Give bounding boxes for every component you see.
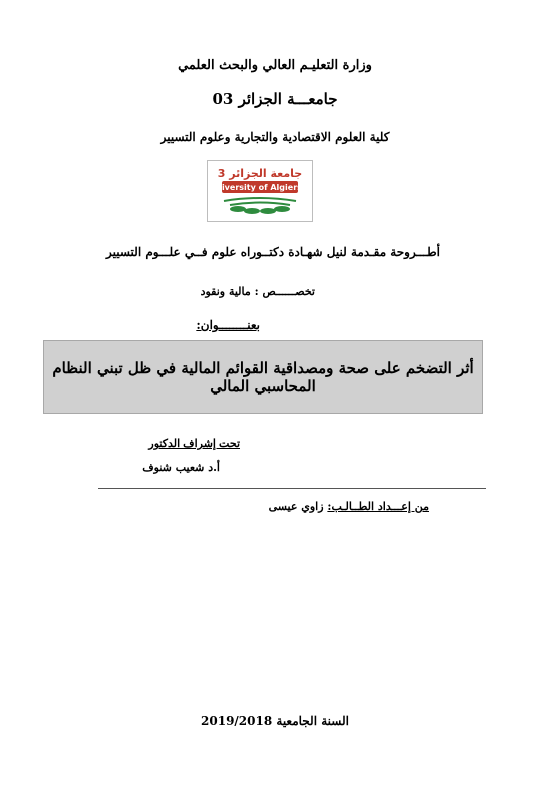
academic-year: السنة الجامعية 2019/2018: [201, 714, 349, 728]
supervision-label: تحت إشراف الدكتور: [148, 438, 240, 450]
supervisor-name: أ.د شعيب شنوف: [142, 461, 220, 474]
prepared-by: [200, 500, 429, 513]
prepared-by-label: من إعـــداد الطــالـب:: [327, 500, 429, 513]
thesis-degree-line: أطـــروحة مقـدمة لنيل شهـادة دكتــوراه علوم فــي علـــوم التسيير: [105, 245, 440, 259]
university-name: جامعـــة الجزائر 03: [212, 90, 338, 108]
university-logo-emblem-icon: [208, 161, 312, 221]
ministry-name: وزارة التعليـم العالي والبحث العلمي: [178, 58, 372, 73]
logo-latin-text: University of Algiers 3: [209, 183, 311, 192]
specialization: تخصــــــص : مالية ونقود: [200, 285, 315, 298]
logo-arabic-text: جامعة الجزائر 3: [217, 167, 303, 180]
title-label: بعنــــــــوان:: [196, 318, 260, 332]
university-logo: [207, 160, 313, 222]
divider-line: [98, 488, 486, 489]
thesis-title-box: [43, 340, 483, 414]
faculty-name: كلية العلوم الاقتصادية والتجارية وعلوم التسيير: [160, 130, 390, 144]
thesis-title: أثر التضخم على صحة ومصداقية القوائم المالية في ظل تبني النظام المحاسبي المالي: [52, 359, 474, 395]
student-name: زاوي عيسى: [268, 500, 328, 513]
